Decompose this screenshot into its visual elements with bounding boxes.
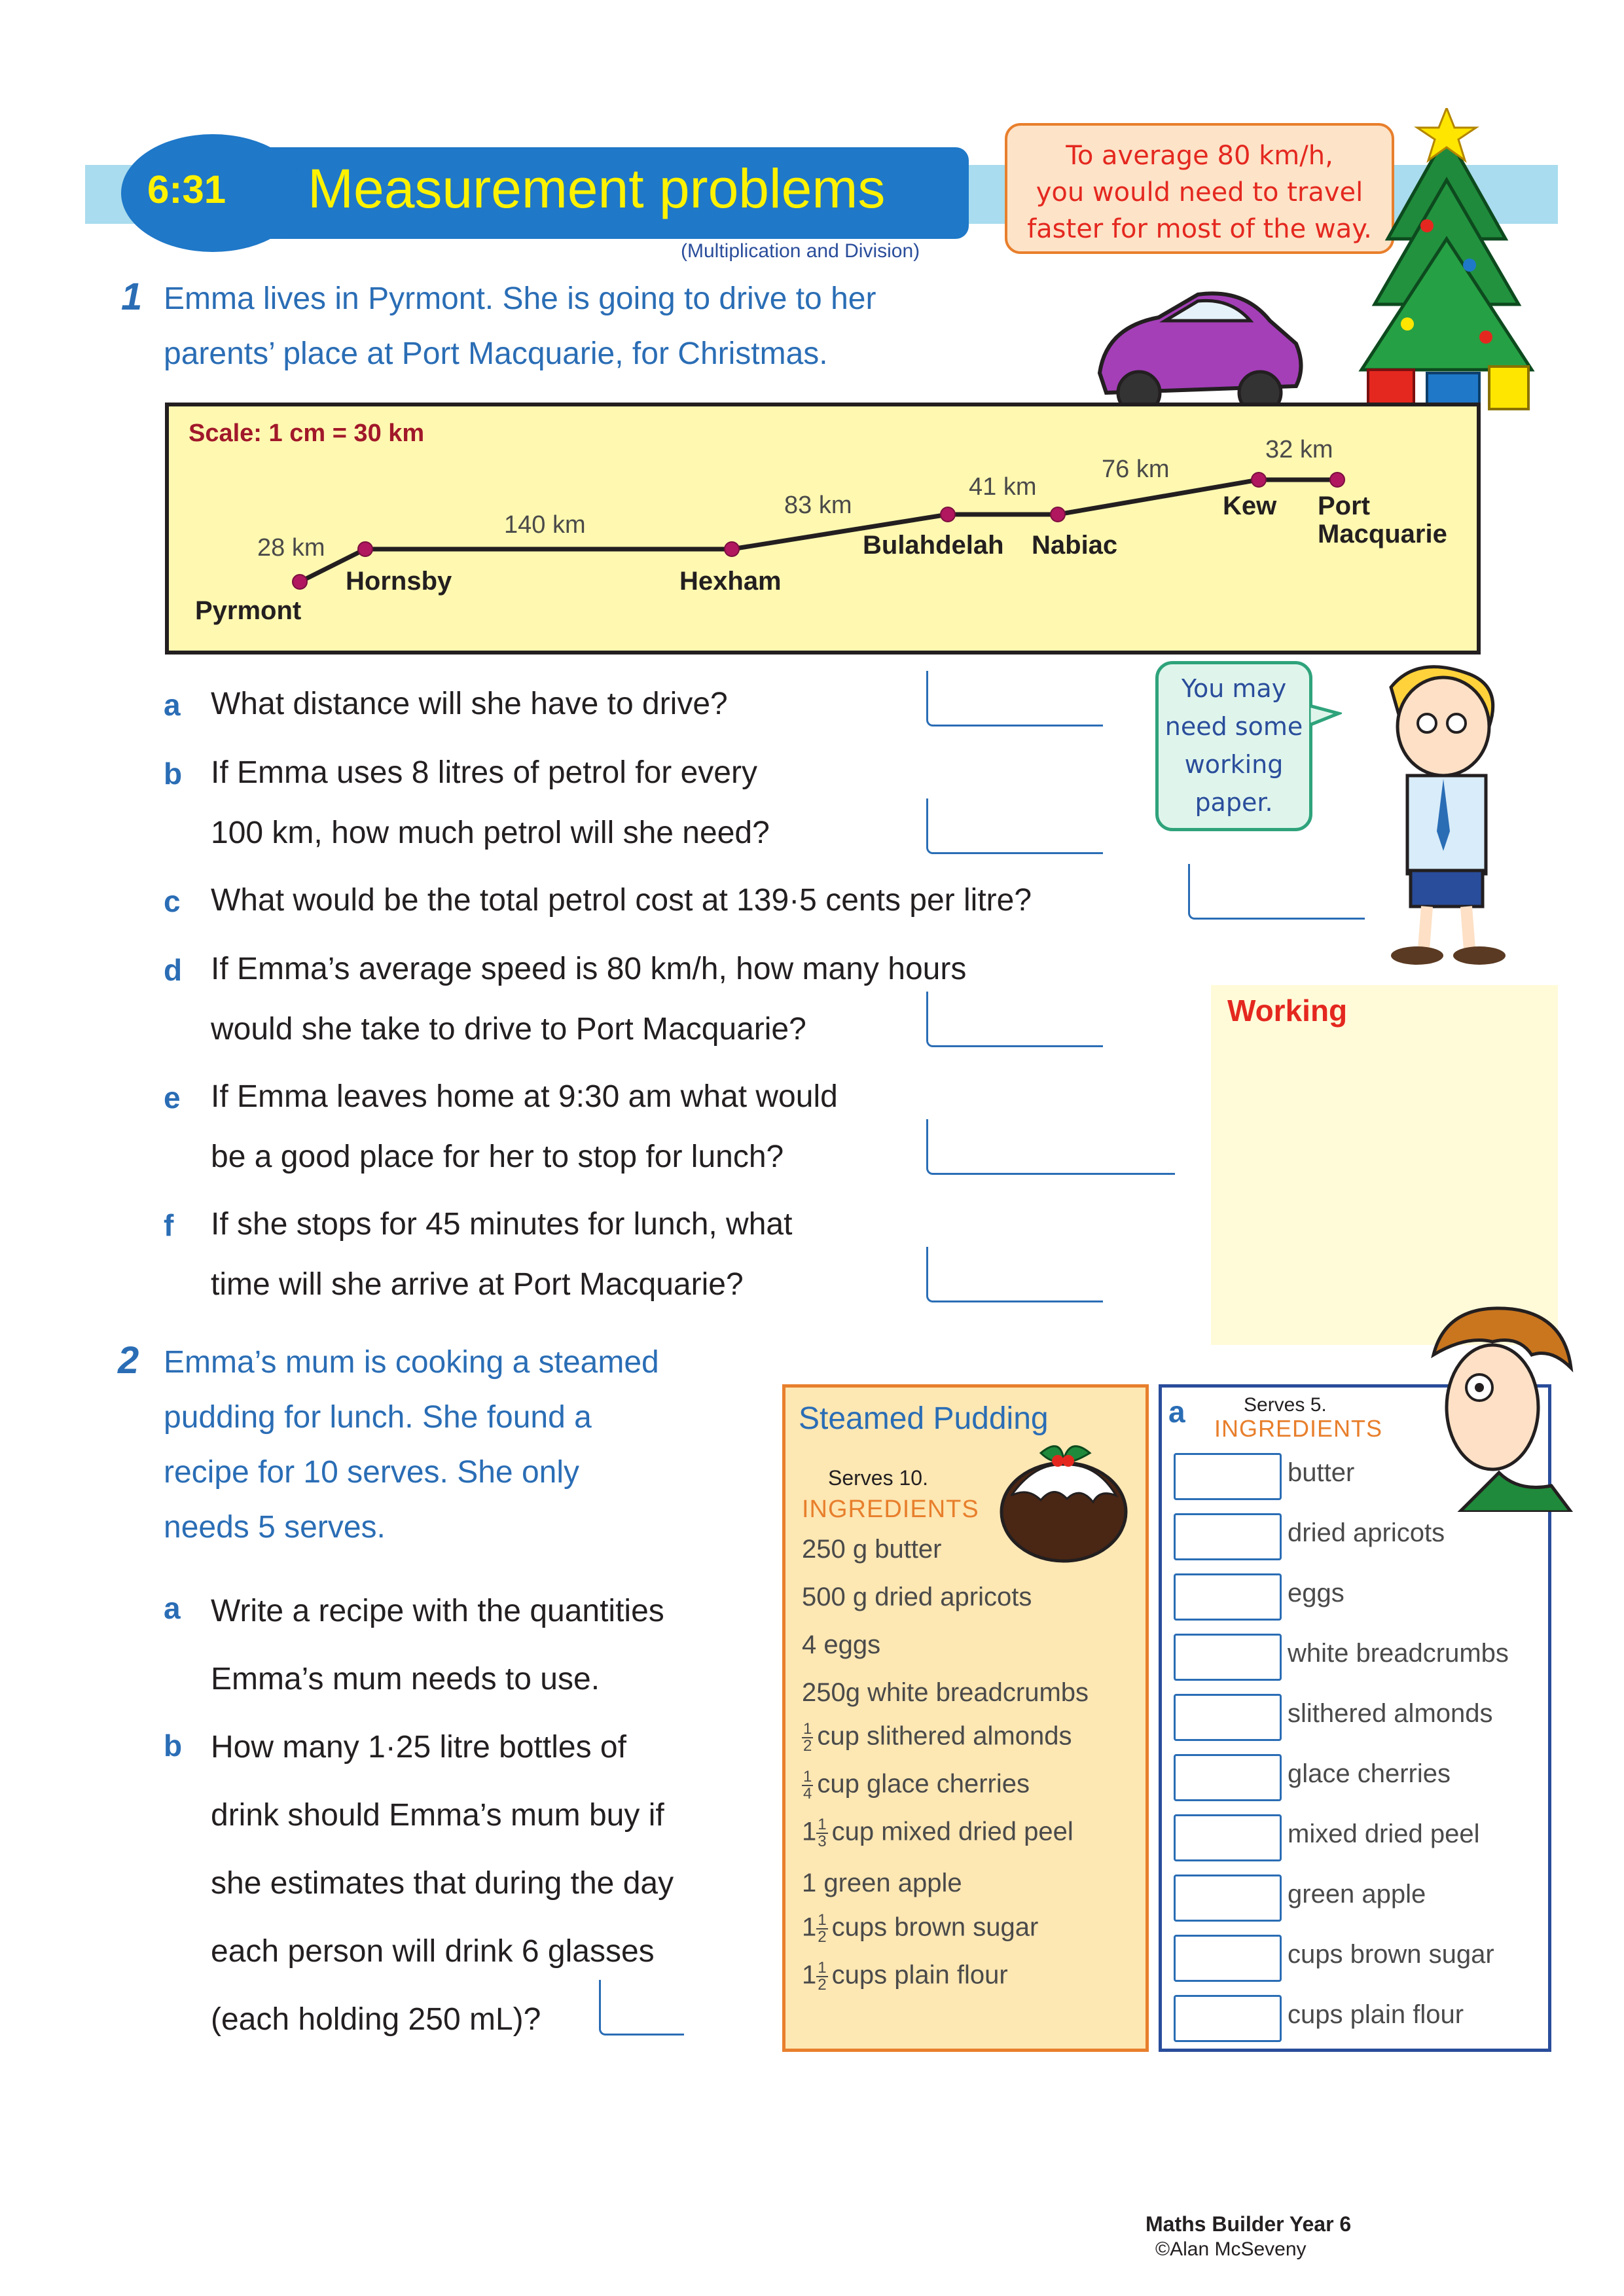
fraction <box>816 1817 827 1850</box>
town-label-hexham: Hexham <box>679 567 782 596</box>
part-f-line: time will she arrive at Port Macquarie? <box>211 1267 744 1302</box>
answer-box-q2b[interactable] <box>599 1980 684 2036</box>
question-1-line: parents’ place at Port Macquarie, for Christmas. <box>164 336 828 371</box>
town-label-bulahdelah: Bulahdelah <box>863 531 1004 560</box>
q2-part-b-line: drink should Emma’s mum buy if <box>211 1798 664 1833</box>
fraction <box>816 1912 827 1945</box>
half-recipe-input[interactable] <box>1174 1995 1282 2042</box>
recipe-item: 4 eggs <box>802 1630 881 1659</box>
answer-box-b[interactable] <box>926 798 1103 854</box>
part-letter-a: a <box>164 688 181 722</box>
part-letter-c: c <box>164 884 181 918</box>
town-dot-port-macquarie <box>1330 473 1344 487</box>
denominator: 2 <box>803 1737 812 1755</box>
whole-number: 1 <box>802 1960 817 1990</box>
part-e-line: be a good place for her to stop for lunch? <box>211 1139 784 1174</box>
q2-part-a-text <box>211 1577 664 1713</box>
half-recipe-input[interactable] <box>1174 1754 1282 1801</box>
half-recipe-input[interactable] <box>1174 1513 1282 1560</box>
map-scale: Scale: 1 cm = 30 km <box>189 420 425 447</box>
pudding-icon <box>995 1433 1132 1564</box>
speech-line: You may <box>1181 674 1287 703</box>
part-e-line: If Emma leaves home at 9:30 am what would <box>211 1079 838 1114</box>
speech-bubble-tail <box>1309 700 1342 733</box>
half-recipe-heading: INGREDIENTS <box>1214 1415 1383 1442</box>
recipe-title: Steamed Pudding <box>799 1401 1049 1436</box>
speech-line: need some <box>1164 712 1303 741</box>
part-c-line: What would be the total petrol cost at 139·5 cents per litre? <box>211 883 1032 918</box>
recipe-item-text: cup mixed dried peel <box>831 1817 1074 1846</box>
recipe-item-text: cups plain flour <box>831 1960 1008 1990</box>
half-recipe-input[interactable] <box>1174 1453 1282 1500</box>
part-a-line: What distance will she have to drive? <box>211 687 728 721</box>
whole-number: 1 <box>802 1817 817 1846</box>
numerator: 1 <box>818 1911 827 1929</box>
q2-part-b-line: (each holding 250 mL)? <box>211 2002 541 2037</box>
distance-label: 140 km <box>504 511 586 539</box>
numerator: 1 <box>818 1959 827 1977</box>
fraction <box>802 1721 813 1754</box>
question-2-line: Emma’s mum is cooking a steamed <box>164 1345 659 1380</box>
answer-box-f[interactable] <box>926 1247 1103 1302</box>
note-line: To average 80 km/h, <box>1066 141 1333 171</box>
numerator: 1 <box>803 1720 812 1738</box>
part-letter-b: b <box>164 757 183 791</box>
half-recipe-label: mixed dried peel <box>1288 1820 1480 1848</box>
page-subtitle: (Multiplication and Division) <box>681 240 920 262</box>
footer-book: Maths Builder Year 6 <box>1146 2212 1352 2236</box>
half-recipe-label: white breadcrumbs <box>1288 1639 1509 1668</box>
recipe-item <box>802 1960 1008 1993</box>
town-dot-pyrmont <box>293 575 307 589</box>
half-recipe-serves: Serves 5. <box>1244 1394 1327 1416</box>
q2-part-letter-b: b <box>164 1729 183 1763</box>
christmas-tree-illustration <box>1348 108 1545 416</box>
half-recipe-label: cups brown sugar <box>1288 1940 1494 1969</box>
part-d-line: would she take to drive to Port Macquarie? <box>211 1012 806 1047</box>
half-recipe-input[interactable] <box>1174 1573 1282 1621</box>
distance-label: 83 km <box>784 492 852 519</box>
part-letter-e: e <box>164 1081 181 1115</box>
fraction <box>816 1960 827 1993</box>
average-speed-note <box>1005 123 1394 254</box>
question-1-text <box>164 272 876 382</box>
town-label-nabiac: Nabiac <box>1032 531 1118 560</box>
answer-box-e[interactable] <box>926 1119 1175 1175</box>
part-letter-d: d <box>164 953 183 987</box>
distance-label: 76 km <box>1102 456 1170 483</box>
question-1-line: Emma lives in Pyrmont. She is going to drive to her <box>164 281 876 316</box>
town-label-macquarie: Macquarie <box>1318 520 1447 548</box>
half-recipe-input[interactable] <box>1174 1634 1282 1681</box>
part-f-text <box>211 1194 792 1315</box>
boy-illustration <box>1345 661 1561 969</box>
part-b-line: 100 km, how much petrol will she need? <box>211 816 770 850</box>
recipe-item: 1 green apple <box>802 1869 962 1897</box>
part-d-line: If Emma’s average speed is 80 km/h, how many hours <box>211 952 967 986</box>
town-dot-nabiac <box>1051 507 1065 522</box>
recipe-item: 500 g dried apricots <box>802 1583 1032 1611</box>
recipe-ingredients-heading: INGREDIENTS <box>802 1496 979 1523</box>
recipe-item <box>802 1817 1074 1850</box>
question-1-number: 1 <box>121 276 143 318</box>
part-b-text <box>211 743 770 863</box>
denominator: 4 <box>803 1785 812 1803</box>
question-2-number: 2 <box>118 1339 139 1382</box>
note-line: faster for most of the way. <box>1027 214 1372 244</box>
half-recipe-input[interactable] <box>1174 1814 1282 1861</box>
town-dot-hexham <box>725 542 739 556</box>
whole-number: 1 <box>802 1912 817 1942</box>
working-area[interactable] <box>1211 985 1558 1345</box>
fraction <box>802 1769 813 1802</box>
q2-part-b-line: How many 1·25 litre bottles of <box>211 1730 626 1765</box>
footer-author: ©Alan McSeveny <box>1155 2238 1307 2260</box>
recipe-item-text: cup glace cherries <box>817 1769 1030 1799</box>
recipe-item: 250 g butter <box>802 1535 942 1564</box>
distance-label: 41 km <box>969 473 1037 501</box>
denominator: 2 <box>818 1976 827 1994</box>
recipe-item-text: cup slithered almonds <box>817 1721 1072 1751</box>
half-recipe-label: glace cherries <box>1288 1759 1451 1788</box>
town-dot-kew <box>1252 473 1266 487</box>
question-2-text <box>164 1335 659 1555</box>
town-dot-hornsby <box>358 542 372 556</box>
half-recipe-label: eggs <box>1288 1579 1344 1607</box>
half-recipe-label: butter <box>1288 1458 1355 1487</box>
q2-part-letter-a: a <box>164 1591 181 1625</box>
question-2-line: needs 5 serves. <box>164 1510 386 1545</box>
answer-box-c[interactable] <box>1188 864 1365 920</box>
recipe-item <box>802 1721 1072 1754</box>
distance-label: 32 km <box>1265 436 1333 463</box>
working-label: Working <box>1227 994 1348 1028</box>
q2-part-b-line: she estimates that during the day <box>211 1866 674 1901</box>
note-line: you would need to travel <box>1036 177 1363 207</box>
town-label-hornsby: Hornsby <box>346 567 452 596</box>
girl-illustration <box>1420 1296 1578 1512</box>
recipe-serves: Serves 10. <box>828 1466 928 1490</box>
part-a-text <box>211 674 728 734</box>
route-map <box>165 403 1481 655</box>
part-letter-f: f <box>164 1208 174 1242</box>
denominator: 3 <box>818 1833 827 1850</box>
town-label-port: Port <box>1318 492 1370 520</box>
speech-bubble <box>1155 661 1312 831</box>
distance-label: 28 km <box>257 534 325 562</box>
half-recipe-input[interactable] <box>1174 1694 1282 1741</box>
half-recipe-label: dried apricots <box>1288 1518 1445 1547</box>
question-2-line: recipe for 10 serves. She only <box>164 1455 579 1490</box>
half-recipe-input[interactable] <box>1174 1935 1282 1982</box>
answer-box-d[interactable] <box>926 992 1103 1047</box>
section-number: 6:31 <box>147 168 226 211</box>
half-recipe-label: cups plain flour <box>1288 2000 1464 2029</box>
numerator: 1 <box>818 1816 827 1833</box>
speech-line: working <box>1184 750 1284 779</box>
half-recipe-label: green apple <box>1288 1880 1426 1909</box>
numerator: 1 <box>803 1768 812 1785</box>
part-e-text <box>211 1067 838 1187</box>
q2-part-b-line: each person will drink 6 glasses <box>211 1934 655 1969</box>
speech-line: paper. <box>1195 788 1273 817</box>
denominator: 2 <box>818 1928 827 1946</box>
q2-part-a-line: Emma’s mum needs to use. <box>211 1662 600 1696</box>
car-illustration <box>1087 281 1309 419</box>
half-recipe-input[interactable] <box>1174 1874 1282 1922</box>
part-b-line: If Emma uses 8 litres of petrol for every <box>211 755 757 790</box>
recipe-card <box>782 1384 1149 2052</box>
town-label-kew: Kew <box>1223 492 1277 520</box>
half-recipe-letter: a <box>1168 1395 1185 1429</box>
question-2-line: pudding for lunch. She found a <box>164 1400 592 1435</box>
part-d-text <box>211 939 966 1060</box>
recipe-item: 250g white breadcrumbs <box>802 1678 1089 1707</box>
recipe-item-text: cups brown sugar <box>831 1912 1039 1942</box>
town-label-pyrmont: Pyrmont <box>195 596 302 625</box>
recipe-item <box>802 1912 1038 1945</box>
half-recipe-label: slithered almonds <box>1288 1699 1493 1728</box>
page-title: Measurement problems <box>308 158 886 219</box>
part-c-text <box>211 870 1032 931</box>
town-dot-bulahdelah <box>941 507 955 522</box>
answer-box-a[interactable] <box>926 671 1103 726</box>
part-f-line: If she stops for 45 minutes for lunch, what <box>211 1207 793 1242</box>
recipe-item <box>802 1769 1030 1802</box>
q2-part-a-line: Write a recipe with the quantities <box>211 1594 664 1628</box>
